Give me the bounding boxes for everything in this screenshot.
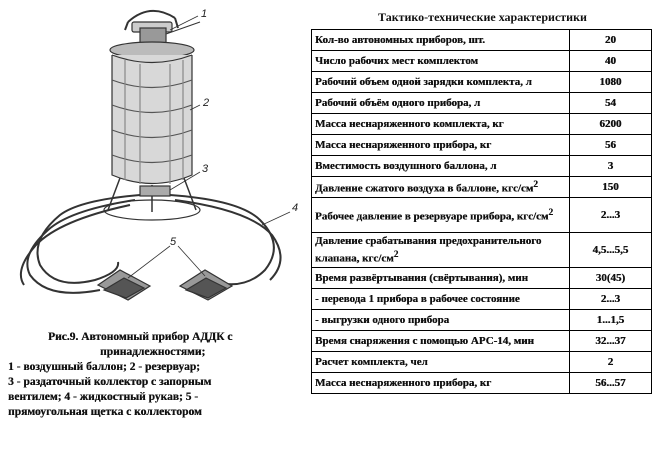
value-cell: 56 — [569, 135, 651, 156]
param-cell: Масса неснаряженного прибора, кг — [312, 135, 570, 156]
table-row — [312, 51, 652, 72]
table-row — [312, 93, 652, 114]
caption-line: 3 - раздаточный коллектор с запорным — [8, 376, 212, 388]
value-cell: 4,5...5,5 — [569, 233, 651, 268]
value-cell: 54 — [569, 93, 651, 114]
table-row — [312, 177, 652, 198]
param-cell: - выгрузки одного прибора — [312, 310, 570, 331]
caption-title: Рис.9. Автономный прибор АДДК с — [48, 331, 233, 343]
caption-title-cont: принадлежностями; — [100, 346, 206, 358]
figure-label-2: 2 — [203, 97, 210, 109]
table-row — [312, 352, 652, 373]
param-cell: Масса неснаряженного комплекта, кг — [312, 114, 570, 135]
value-cell: 2 — [569, 352, 651, 373]
value-cell: 20 — [569, 30, 651, 51]
table-row — [312, 114, 652, 135]
param-cell: - перевода 1 прибора в рабочее состояние — [312, 289, 570, 310]
table-row — [312, 233, 652, 268]
value-cell: 2...3 — [569, 198, 651, 233]
table-row — [312, 289, 652, 310]
value-cell: 40 — [569, 51, 651, 72]
apparatus-drawing — [0, 0, 300, 325]
value-cell: 2...3 — [569, 289, 651, 310]
table-row — [312, 268, 652, 289]
figure-label-5: 5 — [170, 236, 177, 248]
table-row — [312, 331, 652, 352]
value-cell: 3 — [569, 156, 651, 177]
table-row — [312, 198, 652, 233]
param-cell: Расчет комплекта, чел — [312, 352, 570, 373]
param-cell: Вместимость воздушного баллона, л — [312, 156, 570, 177]
figure-label-3: 3 — [202, 163, 209, 175]
table-row — [312, 30, 652, 51]
value-cell: 150 — [569, 177, 651, 198]
param-cell: Давление срабатывания предохранительного клапана, кгс/$см^2$ — [312, 233, 570, 268]
param-cell: Время снаряжения с помощью АРС-14, мин — [312, 331, 570, 352]
value-cell: 1080 — [569, 72, 651, 93]
value-cell: 56...57 — [569, 373, 651, 394]
table-row — [312, 156, 652, 177]
value-cell: 6200 — [569, 114, 651, 135]
value-cell: 32...37 — [569, 331, 651, 352]
value-cell: 30(45) — [569, 268, 651, 289]
param-cell: Кол-во автономных приборов, шт. — [312, 30, 570, 51]
value-cell: 1...1,5 — [569, 310, 651, 331]
figure-label-1: 1 — [201, 8, 208, 20]
table-row — [312, 72, 652, 93]
caption-line: 1 - воздушный баллон; 2 - резервуар; — [8, 361, 200, 373]
param-cell: Рабочий объём одного прибора, л — [312, 93, 570, 114]
param-cell: Давление сжатого воздуха в баллоне, кгс/$см^2$ — [312, 177, 570, 198]
param-cell: Рабочий объем одной зарядки комплекта, л — [312, 72, 570, 93]
table-row — [312, 373, 652, 394]
figure-caption — [8, 330, 268, 420]
figure-label-4: 4 — [292, 202, 299, 214]
table-row — [312, 135, 652, 156]
param-cell: Число рабочих мест комплектом — [312, 51, 570, 72]
specs-table-body — [312, 30, 652, 394]
apparatus-figure — [0, 0, 300, 325]
table-row — [312, 310, 652, 331]
param-cell: Время развёртывания (свёртывания), мин — [312, 268, 570, 289]
specs-heading: Тактико-технические характеристики — [378, 10, 587, 24]
param-cell: Масса неснаряженного прибора, кг — [312, 373, 570, 394]
param-cell: Рабочее давление в резервуаре прибора, кгс/$см^2$ — [312, 198, 570, 233]
caption-line: вентилем; 4 - жидкостный рукав; 5 - — [8, 391, 199, 403]
specs-table — [311, 29, 652, 394]
caption-line: прямоугольная щетка с коллектором — [8, 406, 202, 418]
